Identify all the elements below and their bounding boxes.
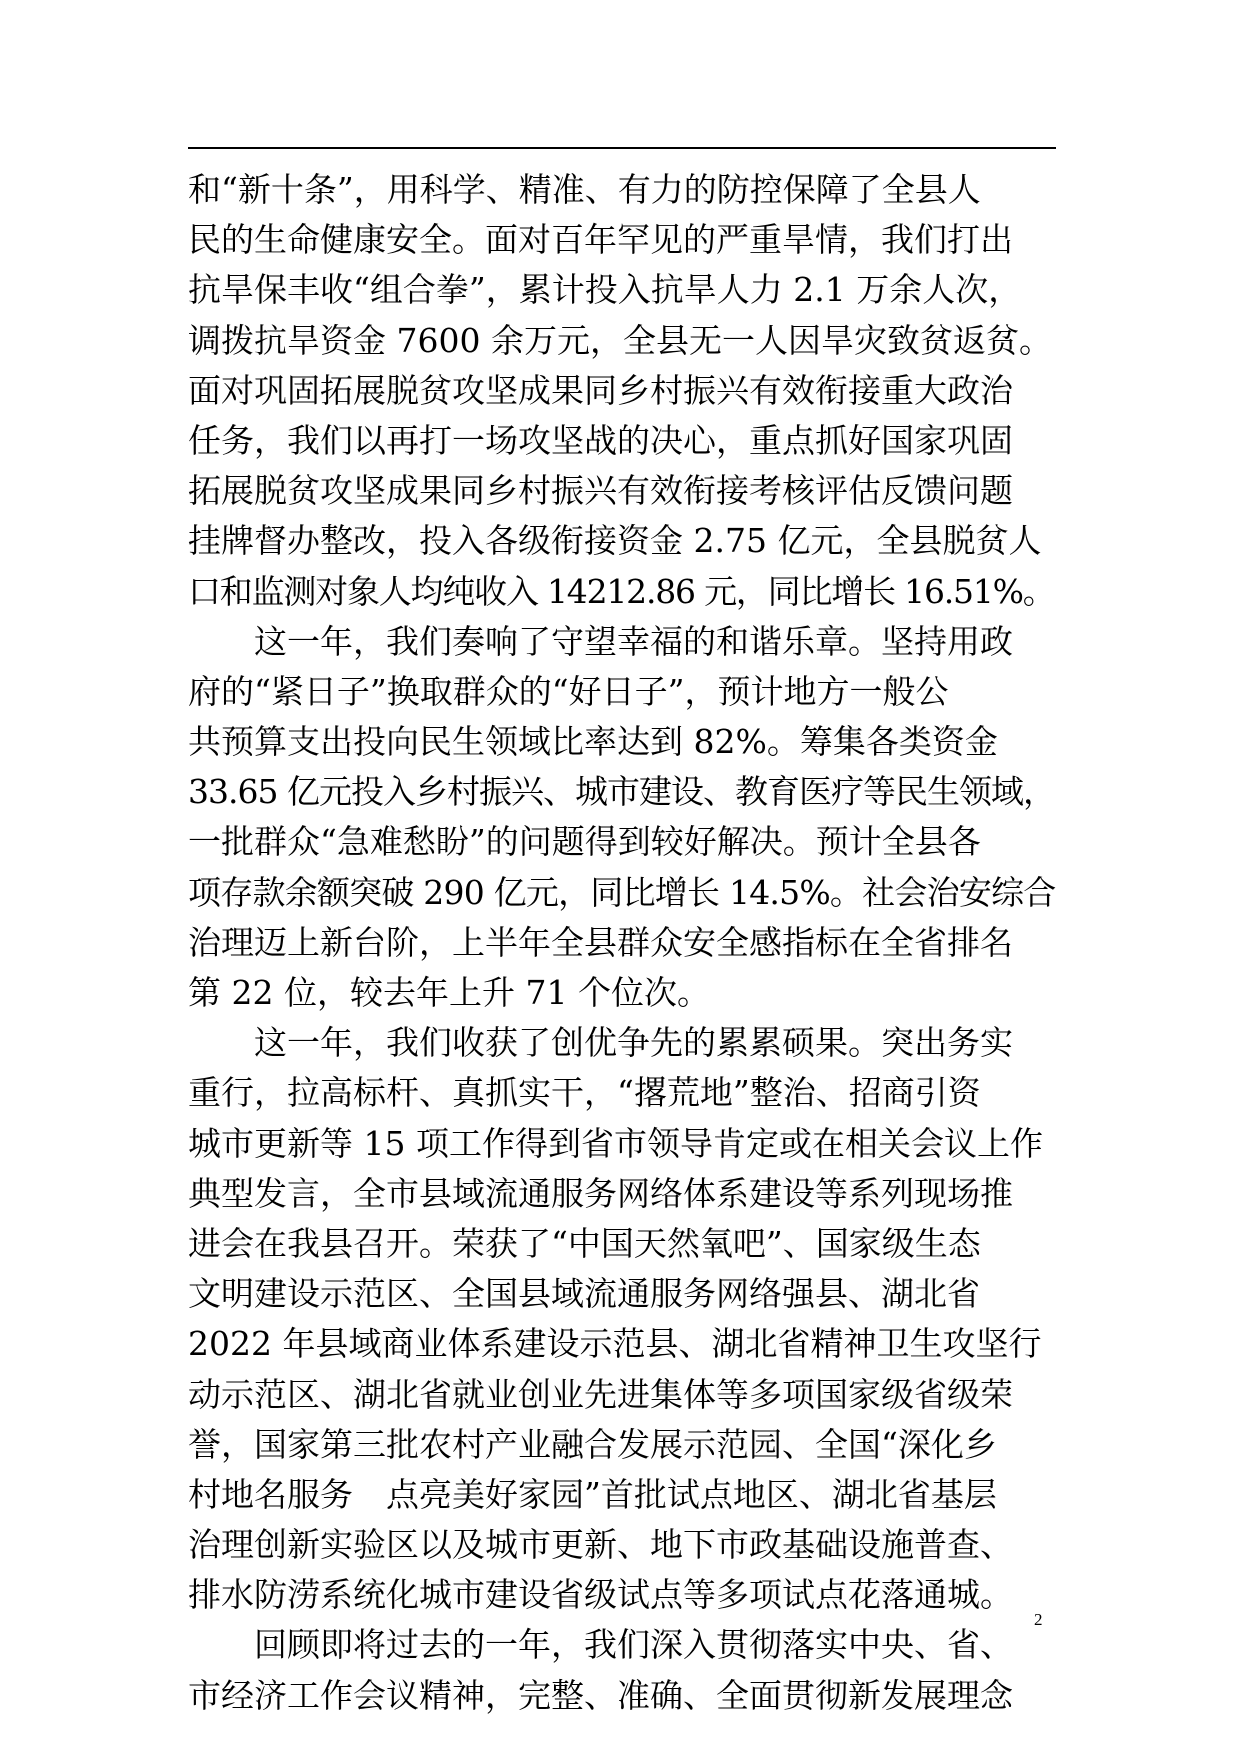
- text-line: 治理迈上新台阶，上半年全县群众安全感指标在全省排名: [188, 922, 1013, 962]
- text-line: 2022 年县域商业体系建设示范县、湖北省精神卫生攻坚行: [188, 1324, 1042, 1364]
- text-line: 回顾即将过去的一年，我们深入贯彻落实中央、省、: [254, 1625, 1013, 1665]
- text-line: 调拨抗旱资金 7600 余万元，全县无一人因旱灾致贫返贫。: [188, 320, 1052, 360]
- text-line: 这一年，我们收获了创优争先的累累硕果。突出务实: [254, 1023, 1013, 1063]
- text-line: 文明建设示范区、全国县域流通服务网络强县、湖北省: [188, 1274, 980, 1314]
- text-line: 动示范区、湖北省就业创业先进集体等多项国家级省级荣: [188, 1374, 1013, 1414]
- page-number: 2: [1034, 1610, 1043, 1629]
- text-line: 排水防涝系统化城市建设省级试点等多项试点花落通城。: [188, 1575, 1013, 1615]
- text-line: 挂牌督办整改，投入各级衔接资金 2.75 亿元，全县脱贫人: [188, 521, 1042, 561]
- text-line: 33.65 亿元投入乡村振兴、城市建设、教育医疗等民生领域，: [188, 772, 1055, 812]
- body-text: [188, 165, 1056, 1721]
- text-line: 共预算支出投向民生领域比率达到 82%。筹集各类资金: [188, 722, 998, 762]
- text-line: 府的“紧日子”换取群众的“好日子”，预计地方一般公: [188, 671, 949, 711]
- text-line: 面对巩固拓展脱贫攻坚成果同乡村振兴有效衔接重大政治: [188, 370, 1013, 410]
- text-line: 市经济工作会议精神，完整、准确、全面贯彻新发展理念: [188, 1675, 1013, 1715]
- text-line: 治理创新实验区以及城市更新、地下市政基础设施普查、: [188, 1525, 1013, 1565]
- text-line: 重行，拉高标杆、真抓实干，“撂荒地”整治、招商引资: [188, 1073, 981, 1113]
- text-line: 和“新十条”，用科学、精准、有力的防控保障了全县人: [188, 170, 981, 209]
- text-line: 任务，我们以再打一场攻坚战的决心，重点抓好国家巩固: [188, 420, 1013, 460]
- text-line: 城市更新等 15 项工作得到省市领导肯定或在相关会议上作: [188, 1123, 1043, 1163]
- text-line: 一批群众“急难愁盼”的问题得到较好解决。预计全县各: [188, 822, 981, 862]
- text-line: 项存款余额突破 290 亿元，同比增长 14.5%。社会治安综合: [188, 872, 1056, 912]
- header-rule: [188, 147, 1056, 149]
- text-line: 民的生命健康安全。面对百年罕见的严重旱情，我们打出: [188, 220, 1013, 260]
- text-line: 拓展脱贫攻坚成果同乡村振兴有效衔接考核评估反馈问题: [188, 471, 1013, 511]
- text-line: 第 22 位，较去年上升 71 个位次。: [188, 973, 710, 1012]
- text-line: 口和监测对象人均纯收入 14212.86 元，同比增长 16.51%。: [188, 571, 1055, 611]
- text-line: 村地名服务 点亮美好家园”首批试点地区、湖北省基层: [188, 1474, 997, 1514]
- text-line: 这一年，我们奏响了守望幸福的和谐乐章。坚持用政: [254, 621, 1013, 661]
- text-line: 典型发言，全市县域流通服务网络体系建设等系列现场推: [188, 1173, 1013, 1213]
- text-line: 誉，国家第三批农村产业融合发展示范园、全国“深化乡: [188, 1424, 997, 1464]
- text-line: 抗旱保丰收“组合拳”，累计投入抗旱人力 2.1 万余人次，: [188, 270, 1022, 310]
- text-line: 进会在我县召开。荣获了“中国天然氧吧”、国家级生态: [188, 1223, 981, 1263]
